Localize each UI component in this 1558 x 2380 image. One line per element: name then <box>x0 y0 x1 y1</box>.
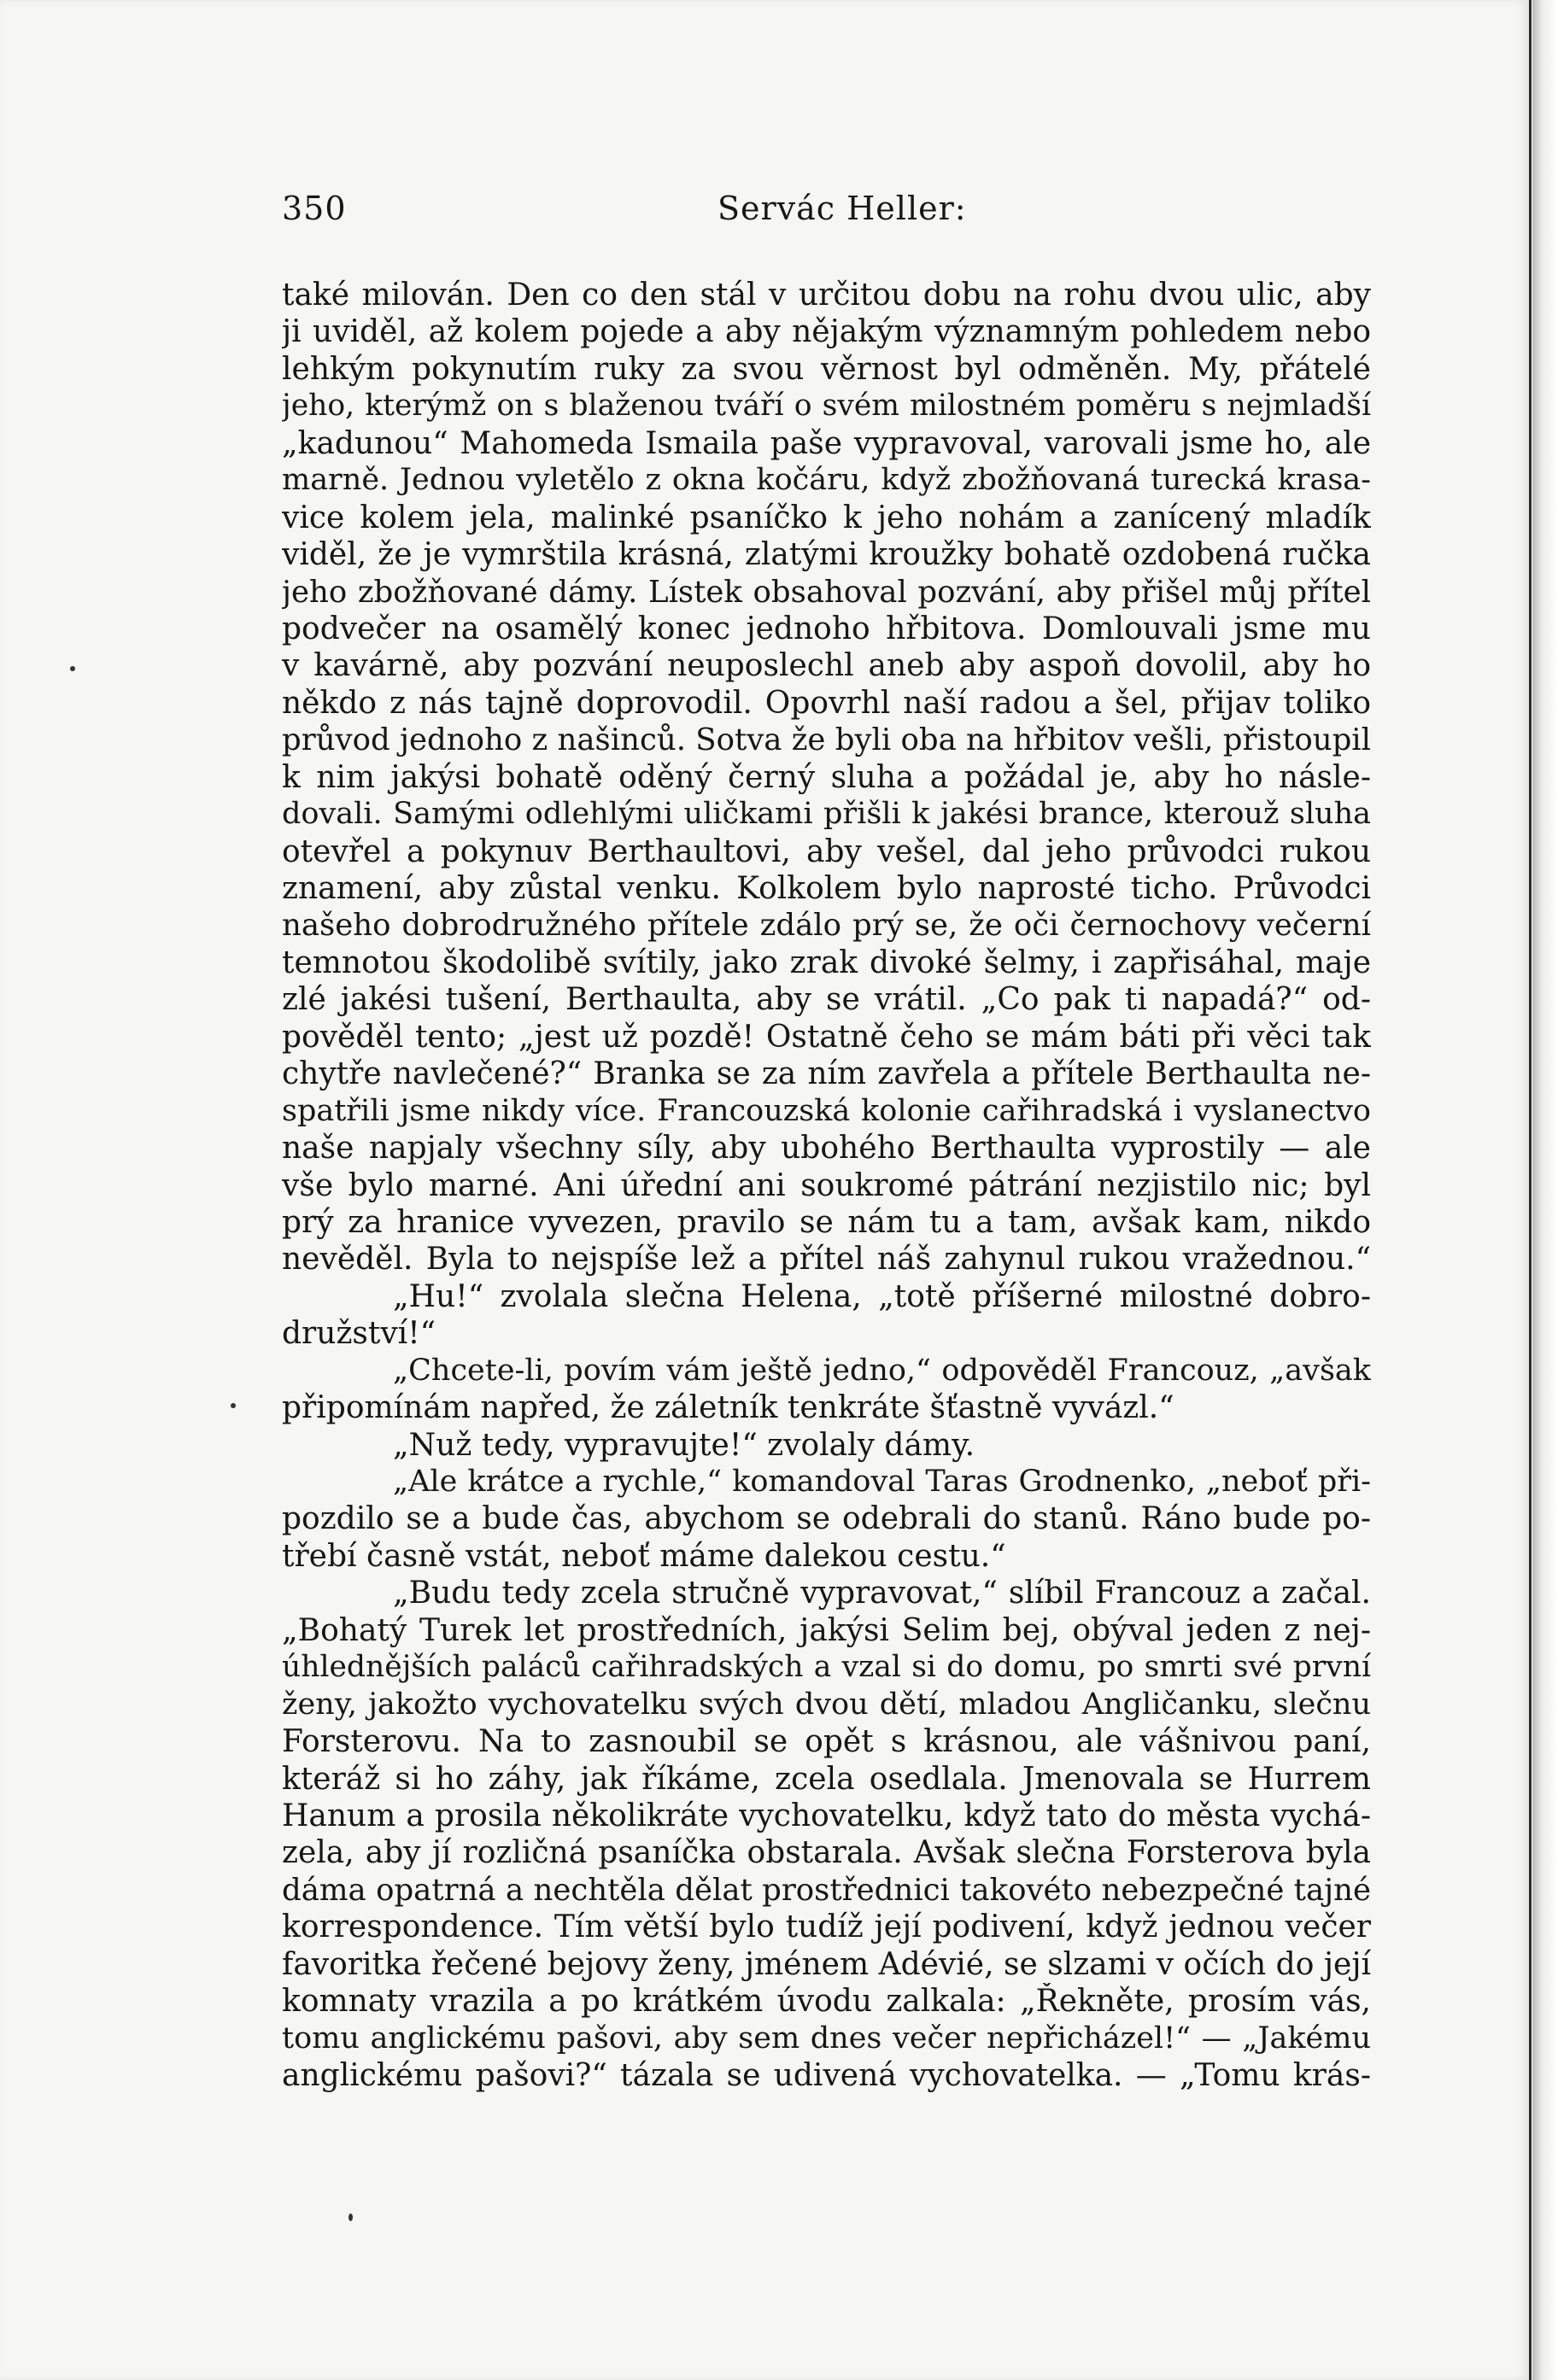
text-line: k nim jakýsi bohatě oděný černý sluha a požádal je, aby ho násle- <box>282 759 1371 795</box>
text-line: vše bylo marné. Ani úřední ani soukromé pátrání nezjistilo nic; byl <box>282 1167 1371 1203</box>
paper-speck <box>348 2213 353 2221</box>
text-line: „Bohatý Turek let prostředních, jakýsi Selim bej, obýval jeden z nej- <box>282 1612 1371 1648</box>
text-line: úhlednějších paláců cařihradských a vzal si do domu, po smrti své první <box>282 1650 1371 1685</box>
page-number: 350 <box>282 190 347 227</box>
text-line: jeho, kterýmž on s blaženou tváří o svém milostném poměru s nejmladší <box>282 389 1371 424</box>
text-line: korrespondence. Tím větší bylo tudíž její podivení, když jednou večer <box>282 1909 1371 1945</box>
text-line: v kavárně, aby pozvání neuposlechl aneb aby aspoň dovolil, aby ho <box>282 648 1371 684</box>
text-line: prý za hranice vyvezen, pravilo se nám tu a tam, avšak kam, nikdo <box>282 1204 1371 1240</box>
text-line: kteráž si ho záhy, jak říkáme, zcela osedlala. Jmenovala se Hurrem <box>282 1761 1371 1797</box>
text-line: ženy, jakožto vychovatelku svých dvou dětí, mladou Angličanku, slečnu <box>282 1687 1371 1722</box>
text-line: jeho zbožňované dámy. Lístek obsahoval pozvání, aby přišel můj přítel <box>282 574 1371 610</box>
body-text <box>282 277 1371 2094</box>
text-line: lehkým pokynutím ruky za svou věrnost byl odměněn. My, přátelé <box>282 351 1371 387</box>
text-line: dáma opatrná a nechtěla dělat prostřednici takovéto nebezpečné tajné <box>282 1872 1371 1908</box>
running-head <box>282 190 1371 241</box>
text-line: Forsterovu. Na to zasnoubil se opět s krásnou, ale vášnivou paní, <box>282 1724 1371 1760</box>
text-line: anglickému pašovi?“ tázala se udivená vychovatelka. — „Tomu krás- <box>282 2058 1371 2093</box>
text-line: „Hu!“ zvolala slečna Helena, „totě příšerné milostné dobro- <box>393 1278 1371 1314</box>
text-line: „Chcete-li, povím vám ještě jedno,“ odpověděl Francouz, „avšak <box>393 1353 1371 1388</box>
text-line: „Ale krátce a rychle,“ komandoval Taras Grodnenko, „neboť při- <box>393 1465 1371 1499</box>
text-line: průvod jednoho z našinců. Sotva že byli oba na hřbitov vešli, přistoupil <box>282 722 1371 758</box>
text-line: družství!“ <box>282 1316 436 1352</box>
paper-speck <box>231 1403 236 1408</box>
text-line: pozdilo se a bude čas, abychom se odebrali do stanů. Ráno bude po- <box>282 1501 1371 1537</box>
text-line: dovali. Samými odlehlými uličkami přišli k jakési brance, kterouž sluha <box>282 797 1371 832</box>
text-line: našeho dobrodružného přítele zdálo prý se, že oči černochovy večerní <box>282 908 1371 944</box>
text-line: připomínám napřed, že záletník tenkráte šťastně vyvázl.“ <box>282 1390 1174 1426</box>
text-line: viděl, že je vymrštila krásná, zlatými kroužky bohatě ozdobená ručka <box>282 537 1371 573</box>
page-edge <box>1532 0 1558 2380</box>
text-line: komnaty vrazila a po krátkém úvodu zalkala: „Řekněte, prosím vás, <box>282 1984 1371 2020</box>
text-line: naše napjaly všechny síly, aby ubohého Berthaulta vyprostily — ale <box>282 1131 1371 1167</box>
text-line: nevěděl. Byla to nejspíše lež a přítel náš zahynul rukou vražednou.“ <box>282 1242 1371 1278</box>
text-line: znamení, aby zůstal venku. Kolkolem bylo naprosté ticho. Průvodci <box>282 871 1371 906</box>
text-line: tomu anglickému pašovi, aby sem dnes večer nepřicházel!“ — „Jakému <box>282 2020 1371 2055</box>
text-line: „kadunou“ Mahomeda Ismaila paše vypravoval, varovali jsme ho, ale <box>282 425 1371 461</box>
text-line: třebí časně vstát, neboť máme dalekou cestu.“ <box>282 1538 1006 1574</box>
text-line: „Nuž tedy, vypravujte!“ zvolaly dámy. <box>393 1427 975 1463</box>
text-line: spatřili jsme nikdy více. Francouzská kolonie cařihradská i vyslanectvo <box>282 1093 1371 1128</box>
text-line: někdo z nás tajně doprovodil. Opovrhl naší radou a šel, přijav toliko <box>282 685 1371 721</box>
text-line: ji uviděl, až kolem pojede a aby nějakým významným pohledem nebo <box>282 314 1371 350</box>
paper-speck <box>70 666 75 671</box>
text-line: temnotou škodolibě svítily, jako zrak divoké šelmy, i zapřisáhal, maje <box>282 944 1371 980</box>
text-line: otevřel a pokynuv Berthaultovi, aby vešel, dal jeho průvodci rukou <box>282 833 1371 869</box>
text-line: Hanum a prosila několikráte vychovatelku, když tato do města vychá- <box>282 1798 1371 1833</box>
text-line: zlé jakési tušení, Berthaulta, aby se vrátil. „Co pak ti napadá?“ od- <box>282 982 1371 1018</box>
text-line: „Budu tedy zcela stručně vypravovat,“ slíbil Francouz a začal. <box>393 1576 1371 1611</box>
running-title: Servác Heller: <box>718 190 967 227</box>
text-line: zela, aby jí rozličná psaníčka obstarala. Avšak slečna Forsterova byla <box>282 1835 1371 1871</box>
text-line: pověděl tento; „jest už pozdě! Ostatně čeho se mám báti při věci tak <box>282 1019 1371 1055</box>
text-line: marně. Jednou vyletělo z okna kočáru, když zbožňovaná turecká krasa- <box>282 463 1371 498</box>
text-line: také milován. Den co den stál v určitou dobu na rohu dvou ulic, aby <box>282 278 1371 313</box>
text-line: chytře navlečené?“ Branka se za ním zavřela a přítele Berthaulta ne- <box>282 1056 1371 1092</box>
text-line: vice kolem jela, malinké psaníčko k jeho nohám a zanícený mladík <box>282 500 1371 535</box>
text-line: favoritka řečené bejovy ženy, jménem Adévié, se slzami v očích do její <box>282 1946 1371 1982</box>
text-line: podvečer na osamělý konec jednoho hřbitova. Domlouvali jsme mu <box>282 611 1371 646</box>
